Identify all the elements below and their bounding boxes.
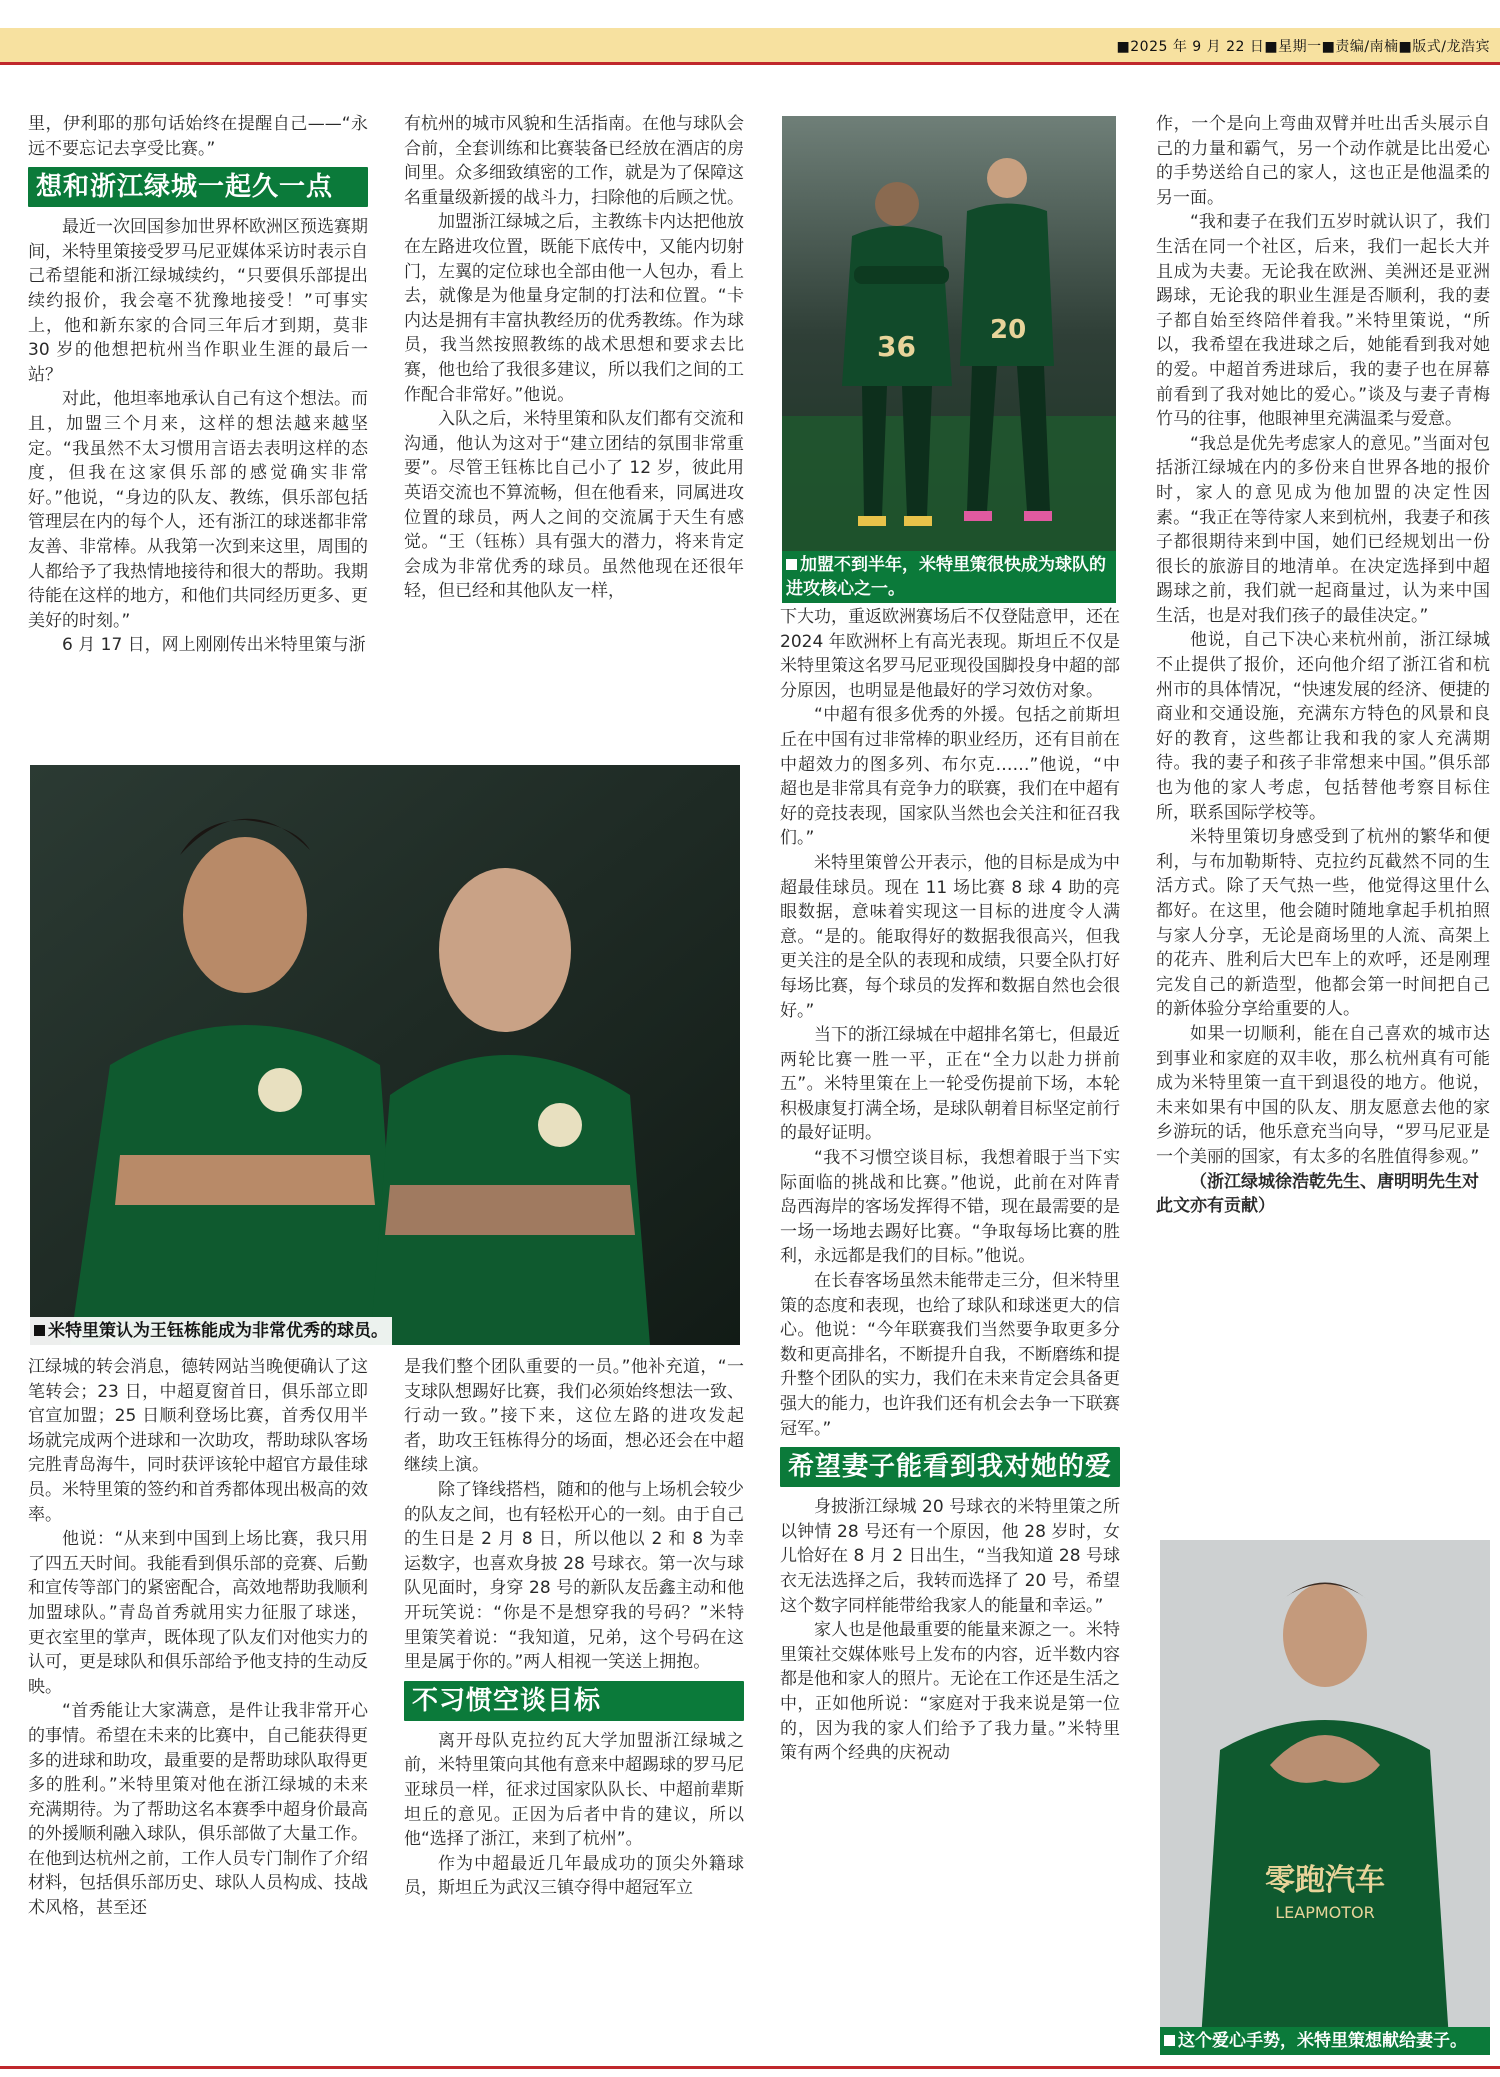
section-heading: 不习惯空谈目标 — [404, 1681, 744, 1721]
caption-top-photo: 加盟不到半年，米特里策很快成为球队的进攻核心之一。 — [782, 551, 1116, 603]
article-paragraph: 米特里策切身感受到了杭州的繁华和便利，与布加勒斯特、克拉约瓦截然不同的生活方式。除了天气热一些，他觉得这里什么都好。在这里，他会随时随地拿起手机拍照与家人分享，无论是商场里的人流、高架上的花卉、胜利后大巴车上的欢呼，还是刚理完发自己的新造型，他都会第一时间把自己的新体验分享给重要的人。 — [1156, 827, 1490, 1020]
article-paragraph: “我和妻子在我们五岁时就认识了，我们生活在同一个社区，后来，我们一起长大并且成为夫妻。无论我在欧洲、美洲还是亚洲踢球，无论我的职业生涯是否顺利，我的妻子都自始至终陪伴着我。”米特里策说，“所以，我希望在我进球之后，她能看到我对她的爱。中超首秀进球后，我的妻子也在屏幕前看到了我对她比的爱心。”谈及与妻子青梅竹马的往事，他眼神里充满温柔与爱意。 — [1156, 212, 1490, 430]
article-paragraph: 是我们整个团队重要的一员。”他补充道，“一支球队想踢好比赛，我们必须始终想法一致、行动一致。”接下来，这位左路的进攻发起者，助攻王钰栋得分的场面，想必还会在中超继续上演。 — [404, 1357, 744, 1476]
sponsor-logo-en: LEAPMOTOR — [1275, 1903, 1375, 1922]
column-2-top — [404, 112, 744, 752]
article-paragraph: 下大功，重返欧洲赛场后不仅登陆意甲，还在 2024 年欧洲杯上有高光表现。斯坦丘不仅是米特里策这名罗马尼亚现役国脚投身中超的部分原因，也明显是他最好的学习效仿对象。 — [780, 607, 1120, 701]
article-paragraph: 作为中超最近几年最成功的顶尖外籍球员，斯坦丘为武汉三镇夺得中超冠军立 — [404, 1853, 744, 1899]
column-2-bottom — [404, 1355, 744, 2055]
caption-bottom-photo: 这个爱心手势，米特里策想献给妻子。 — [1160, 2027, 1490, 2055]
photo-two-players-celebrating — [782, 116, 1116, 603]
header-rule — [0, 62, 1500, 65]
article-paragraph: 里，伊利耶的那句话始终在提醒自己——“永远不要忘记去享受比赛。” — [28, 114, 368, 159]
photo-top-image — [782, 116, 1116, 603]
article-paragraph: “我总是优先考虑家人的意见。”当面对包括浙江绿城在内的多份来自世界各地的报价时，家人的意见成为他加盟的决定性因素。“我正在等待家人来到杭州，我妻子和孩子都很期待来到中国，她们已经规划出一份很长的旅游目的地清单。在决定选择到中超踢球之前，我们就一起商量过，认为来中国生活，也是对我们孩子的最佳决定。” — [1156, 433, 1490, 626]
column-3 — [780, 605, 1120, 2055]
column-1-bottom — [28, 1355, 368, 2055]
article-paragraph: 6 月 17 日，网上刚刚传出米特里策与浙 — [62, 635, 366, 656]
section-heading: 希望妻子能看到我对她的爱 — [780, 1447, 1120, 1487]
article-paragraph: 加盟浙江绿城之后，主教练卡内达把他放在左路进攻位置，既能下底传中，又能内切射门，左翼的定位球也全部由他一人包办，看上去，就像是为他量身定制的打法和位置。“卡内达是拥有丰富执教经历的优秀教练。作为球员，我当然按照教练的战术思想和要求去比赛，他也给了我很多建议，所以我们之间的工作配合非常好。”他说。 — [404, 212, 744, 405]
article-paragraph: 离开母队克拉约瓦大学加盟浙江绿城之前，米特里策向其他有意来中超踢球的罗马尼亚球员一样，征求过国家队队长、中超前辈斯坦丘的意见。正因为后者中肯的建议，所以他“选择了浙江，来到了杭州”。 — [404, 1730, 744, 1850]
sponsor-logo-text: 零跑汽车 — [1265, 1863, 1385, 1898]
article-paragraph: 作，一个是向上弯曲双臂并吐出舌头展示自己的力量和霸气，另一个动作就是比出爱心的手势送给自己的家人，这也正是他温柔的另一面。 — [1156, 114, 1490, 208]
section-heading: 想和浙江绿城一起久一点 — [28, 167, 368, 207]
photo-middle-image — [30, 765, 740, 1345]
footer-rule — [0, 2066, 1500, 2069]
dateline: ■2025 年 9 月 22 日■星期一■责编/南楠■版式/龙浩宾 — [1116, 39, 1490, 55]
article-paragraph: 有杭州的城市风貌和生活指南。在他与球队会合前，全套训练和比赛装备已经放在酒店的房间里。众多细致缜密的工作，就是为了保障这名重量级新援的战斗力，扫除他的后顾之忧。 — [404, 114, 744, 208]
article-paragraph: 家人也是他最重要的能量来源之一。米特里策社交媒体账号上发布的内容，近半数内容都是他和家人的照片。无论在工作还是生活之中，正如他所说：“家庭对于我来说是第一位的，因为我的家人们给予了我力量。”米特里策有两个经典的庆祝动 — [780, 1620, 1120, 1764]
credit-note: （浙江绿城徐浩乾先生、唐明明先生对此文亦有贡献） — [1156, 1171, 1479, 1217]
article-paragraph: 他说，自己下决心来杭州前，浙江绿城不止提供了报价，还向他介绍了浙江省和杭州市的具体情况，“快速发展的经济、便捷的商业和交通设施，充满东方特色的风景和良好的教育，这些都让我和我的家人充满期待。我的妻子和孩子非常想来中国。”俱乐部也为他的家人考虑，包括替他考察目标住所，联系国际学校等。 — [1156, 630, 1490, 823]
photo-heart-gesture — [1160, 1540, 1490, 2055]
jersey-number-36: 36 — [877, 330, 916, 363]
article-paragraph: 身披浙江绿城 20 号球衣的米特里策之所以钟情 28 号还有一个原因，他 28 岁时，女儿恰好在 8 月 2 日出生，“当我知道 28 号球衣无法选择之后，我转而选择了 20 号，希望这个数字同样能带给我家人的能量和幸运。” — [780, 1497, 1120, 1616]
jersey-number-20: 20 — [990, 315, 1027, 345]
article-paragraph: 他说：“从来到中国到上场比赛，我只用了四五天时间。我能看到俱乐部的竞赛、后勤和宣传等部门的紧密配合，高效地帮助我顺利加盟球队。”青岛首秀就用实力征服了球迷，更衣室里的掌声，既体现了队友们对他实力的认可，更是球队和俱乐部给予他支持的生动反映。 — [28, 1529, 368, 1697]
article-paragraph: 在长春客场虽然未能带走三分，但米特里策的态度和表现，也给了球队和球迷更大的信心。他说：“今年联赛我们当然要争取更多分数和更高排名，不断提升自我，不断磨练和提升整个团队的实力，我们在未来肯定会具备更强大的能力，也许我们还有机会去争一下联赛冠军。” — [780, 1271, 1120, 1439]
article-paragraph: 当下的浙江绿城在中超排名第七，但最近两轮比赛一胜一平，正在“全力以赴力拼前五”。米特里策在上一轮受伤提前下场，本轮积极康复打满全场，是球队朝着目标坚定前行的最好证明。 — [780, 1025, 1120, 1144]
caption-middle-photo: 米特里策认为王钰栋能成为非常优秀的球员。 — [30, 1317, 392, 1345]
article-paragraph: 对此，他坦率地承认自己有这个想法。而且，加盟三个月来，这样的想法越来越坚定。“我虽然不太习惯用言语去表明这样的态度，但我在这家俱乐部的感觉确实非常好。”他说，“身边的队友、教练，俱乐部包括管理层在内的每个人，还有浙江的球迷都非常友善、非常棒。从我第一次到来这里，周围的人都给予了我热情地接待和很大的帮助。我期待能在这样的地方，和他们共同经历更多、更美好的时刻。” — [28, 389, 368, 631]
article-paragraph: “我不习惯空谈目标，我想着眼于当下实际面临的挑战和比赛。”他说，此前在对阵青岛西海岸的客场发挥得不错，现在最需要的是一场一场地去踢好比赛。“争取每场比赛的胜利，永远都是我们的目标。”他说。 — [780, 1148, 1120, 1267]
article-paragraph: 最近一次回国参加世界杯欧洲区预选赛期间，米特里策接受罗马尼亚媒体采访时表示自己希望能和浙江绿城续约，“只要俱乐部提出续约报价，我会毫不犹豫地接受！”可事实上，他和新东家的合同三年后才到期，莫非 30 岁的他想把杭州当作职业生涯的最后一站？ — [28, 217, 368, 385]
article-paragraph: “首秀能让大家满意，是件让我非常开心的事情。希望在未来的比赛中，自己能获得更多的进球和助攻，最重要的是帮助球队取得更多的胜利。”米特里策对他在浙江绿城的未来充满期待。为了帮助这名本赛季中超身价最高的外援顺利融入球队，俱乐部做了大量工作。在他到达杭州之前，工作人员专门制作了介绍材料，包括俱乐部历史、球队人员构成、技战术风格，甚至还 — [28, 1701, 368, 1919]
photo-wang-yudong-and-mitrita — [30, 765, 740, 1345]
article-paragraph: “中超有很多优秀的外援。包括之前斯坦丘在中国有过非常棒的职业经历，还有目前在中超效力的图多列、布尔克……”他说，“中超也是非常具有竞争力的联赛，我们在中超有好的竞技表现，国家队当然也会关注和征召我们。” — [780, 705, 1120, 849]
column-1-top — [28, 112, 368, 752]
article-paragraph: 江绿城的转会消息，德转网站当晚便确认了这笔转会；23 日，中超夏窗首日，俱乐部立即官宣加盟；25 日顺利登场比赛，首秀仅用半场就完成两个进球和一次助攻，帮助球队客场完胜青岛海牛，同时获评该轮中超官方最佳球员。米特里策的签约和首秀都体现出极高的效率。 — [28, 1357, 368, 1525]
column-4 — [1156, 112, 1490, 1532]
article-paragraph: 如果一切顺利，能在自己喜欢的城市达到事业和家庭的双丰收，那么杭州真有可能成为米特里策一直干到退役的地方。他说，未来如果有中国的队友、朋友愿意去他的家乡游玩的话，他乐意充当向导，“罗马尼亚是一个美丽的国家，有太多的名胜值得参观。” — [1156, 1023, 1490, 1167]
article-paragraph: 米特里策曾公开表示，他的目标是成为中超最佳球员。现在 11 场比赛 8 球 4 助的亮眼数据，意味着实现这一目标的进度令人满意。“是的。能取得好的数据我很高兴，但我更关注的是全队的表现和成绩，只要全队打好每场比赛，每个球员的发挥和数据自然也会很好。” — [780, 852, 1120, 1021]
photo-bottom-image — [1160, 1540, 1490, 2055]
article-paragraph: 除了锋线搭档，随和的他与上场机会较少的队友之间，也有轻松开心的一刻。由于自己的生日是 2 月 8 日，所以他以 2 和 8 为幸运数字，也喜欢身披 28 号球衣。第一次与球队见面时，身穿 28 号的新队友岳鑫主动和他开玩笑说：“你是不是想穿我的号码？”米特里策笑着说：“我知道，兄弟，这个号码在这里是属于你的。”两人相视一笑送上拥抱。 — [404, 1479, 744, 1673]
article-paragraph: 入队之后，米特里策和队友们都有交流和沟通，他认为这对于“建立团结的氛围非常重要”。尽管王钰栋比自己小了 12 岁，彼此用英语交流也不算流畅，但在他看来，同属进攻位置的球员，两人之间的交流属于天生有感觉。“王（钰栋）具有强大的潜力，将来肯定会成为非常优秀的球员。虽然他现在还很年轻，但已经和其他队友一样， — [404, 409, 744, 602]
